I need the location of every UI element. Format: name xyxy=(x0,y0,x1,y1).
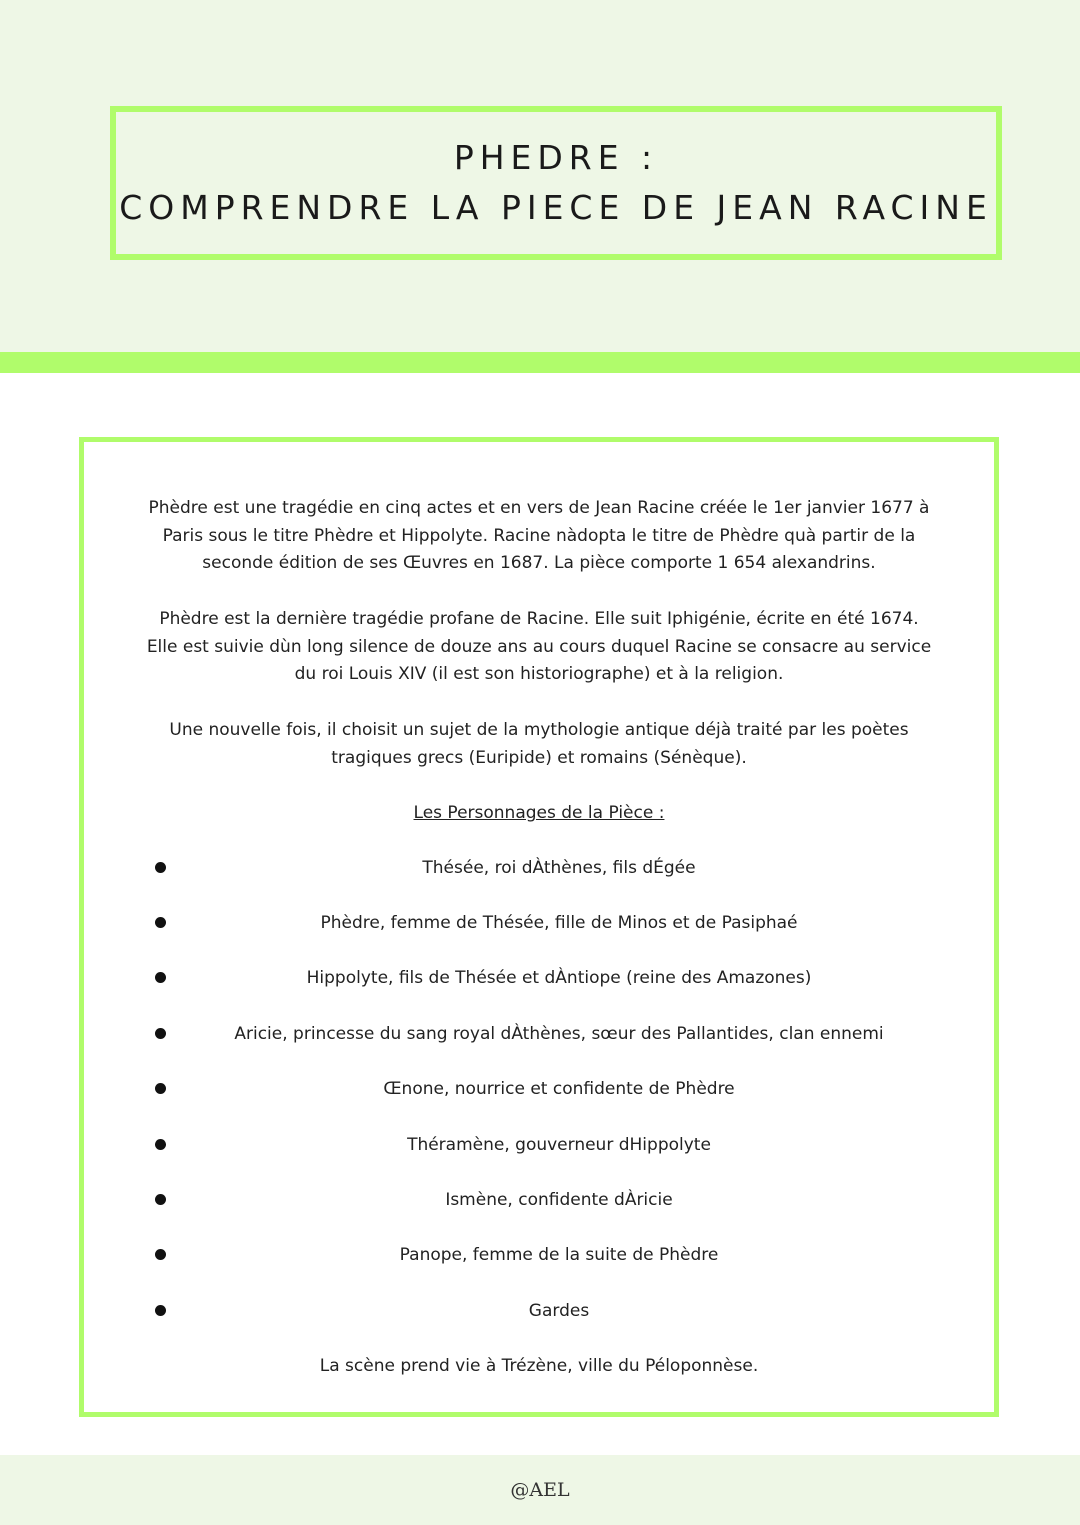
bullet-icon xyxy=(155,1028,166,1039)
list-item xyxy=(84,1297,994,1325)
list-item xyxy=(84,1075,994,1103)
author-credit: @AEL xyxy=(510,1479,570,1501)
character-name: Phèdre, femme de Thésée, fille de Minos et de Pasiphaé xyxy=(320,913,798,933)
list-item xyxy=(84,909,994,937)
page-title-line-1: PHEDRE : xyxy=(453,138,659,177)
bullet-icon xyxy=(155,1249,166,1260)
list-item xyxy=(84,1186,994,1214)
bullet-icon xyxy=(155,862,166,873)
character-name: Gardes xyxy=(528,1301,590,1321)
character-name: Ismène, confidente dÀricie xyxy=(445,1190,673,1210)
list-item xyxy=(84,1020,994,1048)
character-name: Panope, femme de la suite de Phèdre xyxy=(399,1245,719,1265)
footer xyxy=(0,1455,1080,1525)
list-item xyxy=(84,854,994,882)
page-title-line-2: COMPRENDRE LA PIECE DE JEAN RACINE xyxy=(119,188,993,227)
title-box xyxy=(110,106,1002,260)
character-name: Œnone, nourrice et confidente de Phèdre xyxy=(383,1079,735,1099)
bullet-icon xyxy=(155,1139,166,1150)
bullet-icon xyxy=(155,1083,166,1094)
mythology-paragraph: Une nouvelle fois, il choisit un sujet de la mythologie antique déjà traité par les poètes tragiques grecs (Euripide) et romains (Sénèque). xyxy=(169,720,909,768)
list-item xyxy=(84,1241,994,1269)
bullet-icon xyxy=(155,1194,166,1205)
bullet-icon xyxy=(155,917,166,928)
intro-paragraph: Phèdre est une tragédie en cinq actes et en vers de Jean Racine créée le 1er janvier 1677 à Paris sous le titre Phèdre et Hippolyte. Racine nàdopta le titre de Phèdre quà partir de la seconde édition de ses Œuvres en 1687. La pièce comporte 1 654 alexandrins. xyxy=(148,498,930,573)
header-divider-stripe xyxy=(0,352,1080,373)
characters-heading: Les Personnages de la Pièce : xyxy=(413,803,665,823)
context-paragraph: Phèdre est la dernière tragédie profane de Racine. Elle suit Iphigénie, écrite en été 1674. Elle est suivie dùn long silence de douze ans au cours duquel Racine se consacre au service du roi Louis XIV (il est son historiographe) et à la religion. xyxy=(146,609,932,684)
list-item xyxy=(84,964,994,992)
list-item xyxy=(84,1131,994,1159)
character-name: Thésée, roi dÀthènes, fils dÉgée xyxy=(422,858,696,878)
bullet-icon xyxy=(155,1305,166,1316)
character-name: Théramène, gouverneur dHippolyte xyxy=(407,1135,711,1155)
setting-sentence: La scène prend vie à Trézène, ville du Péloponnèse. xyxy=(319,1356,759,1376)
character-name: Hippolyte, fils de Thésée et dÀntiope (reine des Amazones) xyxy=(306,968,812,988)
character-name: Aricie, princesse du sang royal dÀthènes, sœur des Pallantides, clan ennemi xyxy=(234,1024,884,1044)
bullet-icon xyxy=(155,972,166,983)
content-box xyxy=(79,437,999,1417)
